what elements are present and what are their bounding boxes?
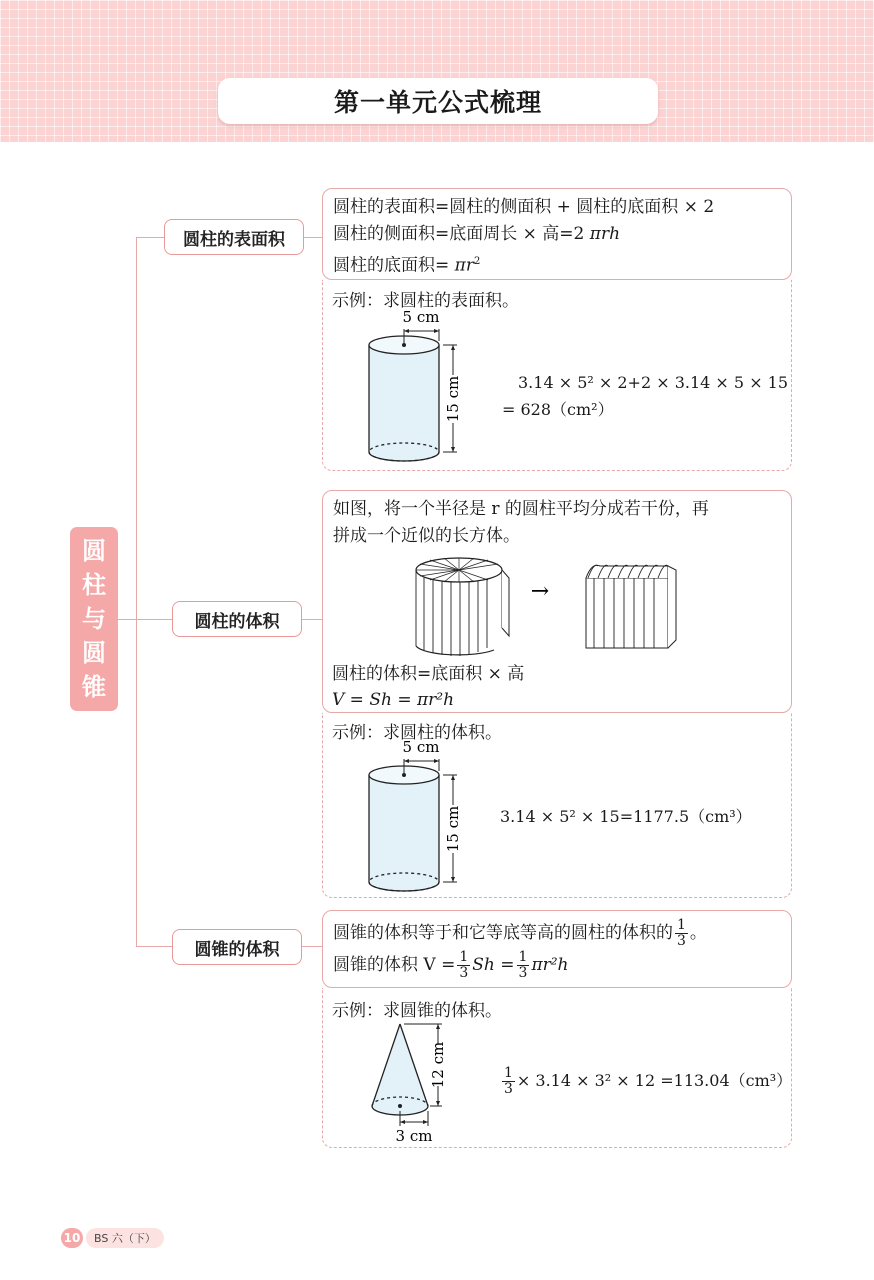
cone-formula-2: 圆锥的体积 V = $\frac{1}{3}$ Sh = $\frac{1}{3}$ πr²h bbox=[333, 949, 569, 981]
surface-calc-line1: 3.14 × 5² × 2+2 × 3.14 × 5 × 15 bbox=[518, 373, 789, 392]
edition-label: BS 六（下） bbox=[86, 1228, 164, 1248]
surface-formula-2: 圆柱的侧面积=底面周长 × 高=2 πrh bbox=[333, 224, 621, 244]
surface-dim-top: 5 cm bbox=[402, 308, 440, 326]
volume-dim-side: 15 cm bbox=[444, 805, 462, 853]
volume-connector bbox=[136, 619, 172, 620]
volume-dim-top: 5 cm bbox=[402, 738, 440, 756]
volume-cylinder-figure bbox=[355, 735, 475, 895]
root-char: 锥 bbox=[82, 673, 106, 701]
root-char: 圆 bbox=[82, 639, 106, 667]
volume-calc-line: 3.14 × 5² × 15=1177.5（cm³） bbox=[500, 807, 752, 826]
cone-to-box bbox=[300, 946, 322, 947]
surface-dim-side: 15 cm bbox=[444, 375, 462, 423]
volume-intro-1: 如图，将一个半径是 r 的圆柱平均分成若干份，再 bbox=[333, 499, 709, 519]
volume-formula-1: 圆柱的体积=底面积 × 高 bbox=[332, 664, 525, 684]
branch-cone-volume: 圆锥的体积 bbox=[172, 929, 302, 965]
surface-example-title: 示例：求圆柱的表面积。 bbox=[332, 291, 519, 311]
cone-dim-bottom: 3 cm bbox=[395, 1127, 433, 1145]
volume-intro-2: 拼成一个近似的长方体。 bbox=[333, 526, 520, 546]
volume-slicing-figure bbox=[412, 548, 682, 658]
surface-formula-1: 圆柱的表面积=圆柱的侧面积 + 圆柱的底面积 × 2 bbox=[333, 197, 715, 217]
surface-formula-box bbox=[322, 188, 792, 280]
surface-calc-line2: = 628（cm²） bbox=[502, 400, 614, 419]
surface-formula-3: 圆柱的底面积= $\pi r^2$ bbox=[333, 255, 481, 276]
page-title: 第一单元公式梳理 bbox=[218, 78, 658, 124]
volume-to-box bbox=[300, 619, 322, 620]
volume-arrow: → bbox=[530, 579, 550, 604]
surface-cylinder-figure bbox=[355, 305, 475, 465]
root-char: 与 bbox=[82, 605, 106, 633]
volume-formula-2: V = Sh = πr²h bbox=[332, 690, 455, 710]
branch-surface-area: 圆柱的表面积 bbox=[164, 219, 304, 255]
surface-to-box bbox=[302, 237, 322, 238]
cone-example-title: 示例：求圆锥的体积。 bbox=[332, 1001, 502, 1021]
tree-trunk-line bbox=[136, 237, 137, 947]
cone-connector bbox=[136, 946, 172, 947]
root-char: 圆 bbox=[82, 537, 106, 565]
cone-formula-1: 圆锥的体积等于和它等底等高的圆柱的体积的 $\frac{1}{3}$ 。 bbox=[333, 917, 707, 949]
surface-connector bbox=[136, 237, 164, 238]
page-number: 10 bbox=[61, 1228, 83, 1248]
root-topic bbox=[70, 527, 118, 711]
root-connector bbox=[118, 619, 136, 620]
cone-calc-line: $\frac{1}{3}$ × 3.14 × 3² × 12 =113.04（cm³） bbox=[504, 1065, 793, 1097]
cone-formula-box bbox=[322, 910, 792, 988]
volume-example-title: 示例：求圆柱的体积。 bbox=[332, 723, 502, 743]
cone-figure bbox=[360, 1018, 460, 1148]
branch-cylinder-volume: 圆柱的体积 bbox=[172, 601, 302, 637]
root-char: 柱 bbox=[82, 571, 106, 599]
cone-dim-side: 12 cm bbox=[429, 1041, 447, 1089]
